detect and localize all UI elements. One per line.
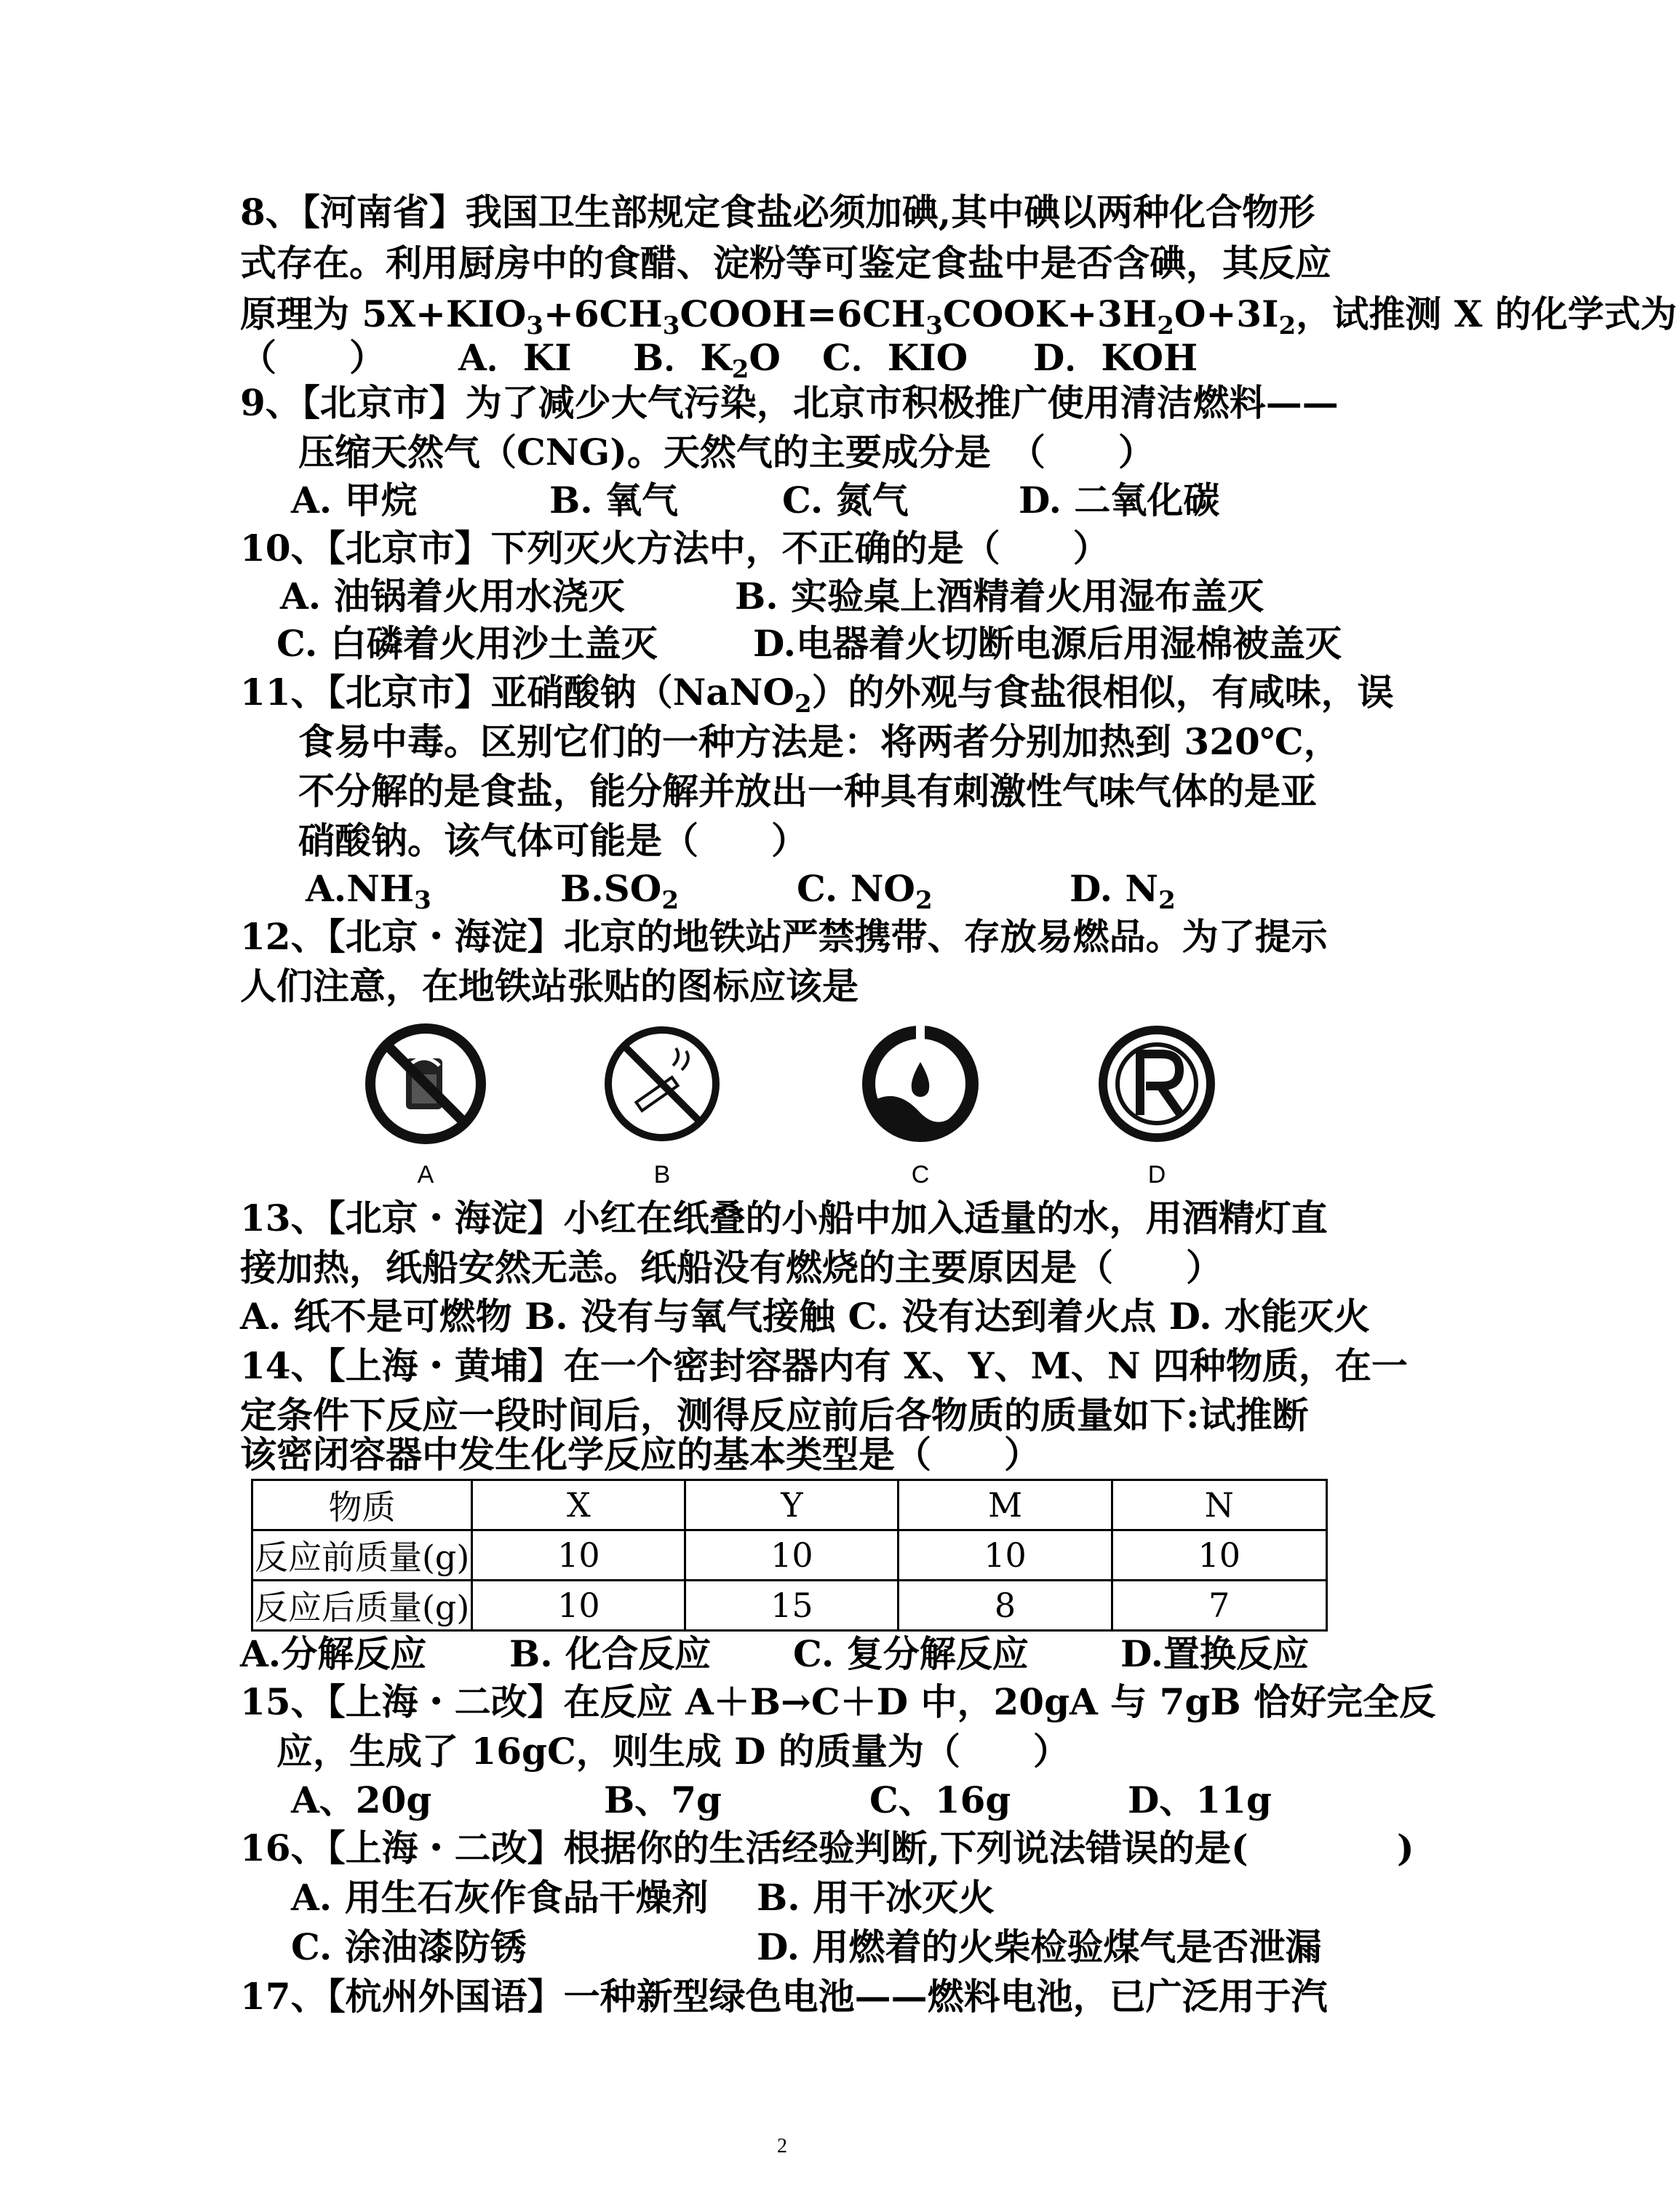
sign-label-a: A	[417, 1161, 434, 1189]
q17-line-1: 17、【杭州外国语】一种新型绿色电池——燃料电池，已广泛用于汽	[240, 1975, 1328, 2018]
q11-option-a: $A.NH_3$	[306, 867, 431, 915]
q13-options: A. 纸不是可燃物 B. 没有与氧气接触 C. 没有达到着火点 D. 水能灭火	[240, 1295, 1371, 1338]
q10-line-1: 10、【北京市】下列灭火方法中，不正确的是（ ）	[240, 527, 1110, 570]
q16-option-d: D. 用燃着的火柴检验煤气是否泄漏	[757, 1925, 1322, 1968]
q16-option-b: B. 用干冰灭火	[757, 1876, 995, 1919]
q15-line-2: 应，生成了 16gC，则生成 D 的质量为（ ）	[276, 1730, 1069, 1773]
q10-option-b: B. 实验桌上酒精着火用湿布盖灭	[735, 575, 1264, 618]
q15-option-b: B、7g	[604, 1778, 722, 1821]
table-cell: 10	[685, 1530, 899, 1581]
q8-line-1: 8、【河南省】我国卫生部规定食盐必须加碘,其中碘以两种化合物形	[240, 191, 1315, 233]
table-cell: X	[472, 1480, 685, 1530]
q11-option-d: D. $N_2$	[1069, 867, 1176, 915]
q10-option-c: C. 白磷着火用沙土盖灭	[276, 622, 658, 665]
table-cell: 10	[899, 1530, 1112, 1581]
table-cell: 反应后质量(g)	[252, 1581, 472, 1631]
q14-line-3: 该密闭容器中发生化学反应的基本类型是（ ）	[240, 1433, 1040, 1476]
q11-option-b: $B.SO_2$	[560, 867, 680, 915]
q10-option-a: A. 油锅着火用水浇灭	[280, 575, 625, 618]
q11-option-c: C. $NO_2$	[797, 867, 933, 915]
table-cell: 8	[899, 1581, 1112, 1631]
q8-answer-paren: （ ）	[240, 336, 386, 379]
q10-option-d: D.电器着火切断电源后用湿棉被盖灭	[753, 622, 1342, 665]
q9-option-a: A. 甲烷	[291, 479, 418, 522]
table-cell: M	[899, 1480, 1112, 1530]
q8-option-b: B．$K_2O$	[633, 336, 781, 384]
q8-option-d: D．KOH	[1033, 336, 1198, 379]
table-cell: Y	[685, 1480, 899, 1530]
q9-option-d: D. 二氧化碳	[1019, 479, 1220, 522]
q16-option-a: A. 用生石灰作食品干燥剂	[291, 1876, 709, 1919]
q14-line-1: 14、【上海・黄埔】在一个密封容器内有 X、Y、M、N 四种物质，在一	[240, 1344, 1408, 1387]
q8-line-2: 式存在。利用厨房中的食醋、淀粉等可鉴定食盐中是否含碘，其反应	[240, 241, 1331, 284]
q12-line-1: 12、【北京・海淀】北京的地铁站严禁携带、存放易燃品。为了提示	[240, 915, 1328, 958]
q16-option-c: C. 涂油漆防锈	[291, 1925, 527, 1968]
water-saving-sign-icon	[855, 1018, 986, 1149]
table-row	[252, 1581, 1327, 1631]
mass-table	[251, 1479, 1328, 1632]
table-row	[252, 1530, 1327, 1581]
q8-option-c: C．KIO	[822, 336, 968, 379]
table-cell: N	[1112, 1480, 1326, 1530]
q13-line-1: 13、【北京・海淀】小红在纸叠的小船中加入适量的水，用酒精灯直	[240, 1197, 1328, 1239]
q13-line-2: 接加热，纸船安然无恙。纸船没有燃烧的主要原因是（ ）	[240, 1246, 1222, 1289]
q16-line-1: 16、【上海・二改】根据你的生活经验判断,下列说法错误的是(	[240, 1826, 1248, 1869]
table-cell: 10	[1112, 1530, 1326, 1581]
table-cell: 15	[685, 1581, 899, 1631]
q14-line-2: 定条件下反应一段时间后，测得反应前后各物质的质量如下:试推断	[240, 1394, 1309, 1437]
q9-option-b: B. 氧气	[549, 479, 679, 522]
q15-option-a: A、20g	[291, 1778, 432, 1821]
q14-option-a: A.分解反应	[240, 1632, 427, 1675]
q12-line-2: 人们注意，在地铁站张贴的图标应该是	[240, 965, 859, 1007]
recycle-r-sign-icon	[1095, 1022, 1219, 1146]
table-cell: 10	[472, 1530, 685, 1581]
q9-line-1: 9、【北京市】为了减少大气污染，北京市积极推广使用清洁燃料——	[240, 381, 1339, 424]
q14-option-d: D.置换反应	[1120, 1632, 1309, 1675]
q9-option-c: C. 氮气	[782, 479, 909, 522]
q11-line-4: 硝酸钠。该气体可能是（ ）	[298, 819, 808, 862]
q8-line-3: 原理为 $5X+KIO_3+6CH_3COOH=6CH_3COOK+3H_2O+3I_2$，试推测 X 的化学式为	[240, 292, 1677, 340]
q14-option-b: B. 化合反应	[509, 1632, 712, 1675]
q15-option-d: D、11g	[1128, 1778, 1272, 1821]
table-cell: 反应前质量(g)	[252, 1530, 472, 1581]
q15-option-c: C、16g	[869, 1778, 1011, 1821]
table-cell: 7	[1112, 1581, 1326, 1631]
sign-label-d: D	[1147, 1161, 1166, 1189]
page-number: 2	[777, 2135, 787, 2157]
q9-line-2: 压缩天然气（CNG)。天然气的主要成分是 （ ）	[298, 431, 1155, 474]
sign-label-c: C	[911, 1161, 930, 1189]
q11-line-1: 11、【北京市】亚硝酸钠（NaNO$_2$）的外观与食盐很相似，有咸味，误	[240, 671, 1394, 719]
q11-line-3: 不分解的是食盐，能分解并放出一种具有刺激性气味气体的是亚	[298, 770, 1317, 812]
q14-option-c: C. 复分解反应	[793, 1632, 1029, 1675]
q16-paren-close: )	[1397, 1826, 1414, 1869]
no-burning-sign-icon	[364, 1022, 487, 1146]
q11-line-2: 食易中毒。区别它们的一种方法是：将两者分别加热到 320℃，	[298, 720, 1340, 763]
table-row-header	[252, 1480, 1327, 1530]
q15-line-1: 15、【上海・二改】在反应 A＋B→C＋D 中，20gA 与 7gB 恰好完全反	[240, 1680, 1436, 1723]
no-smoking-sign-icon	[600, 1022, 724, 1146]
sign-label-b: B	[653, 1161, 671, 1189]
q8-option-a: A．KI	[458, 336, 572, 379]
table-cell: 10	[472, 1581, 685, 1631]
table-cell: 物质	[252, 1480, 472, 1530]
